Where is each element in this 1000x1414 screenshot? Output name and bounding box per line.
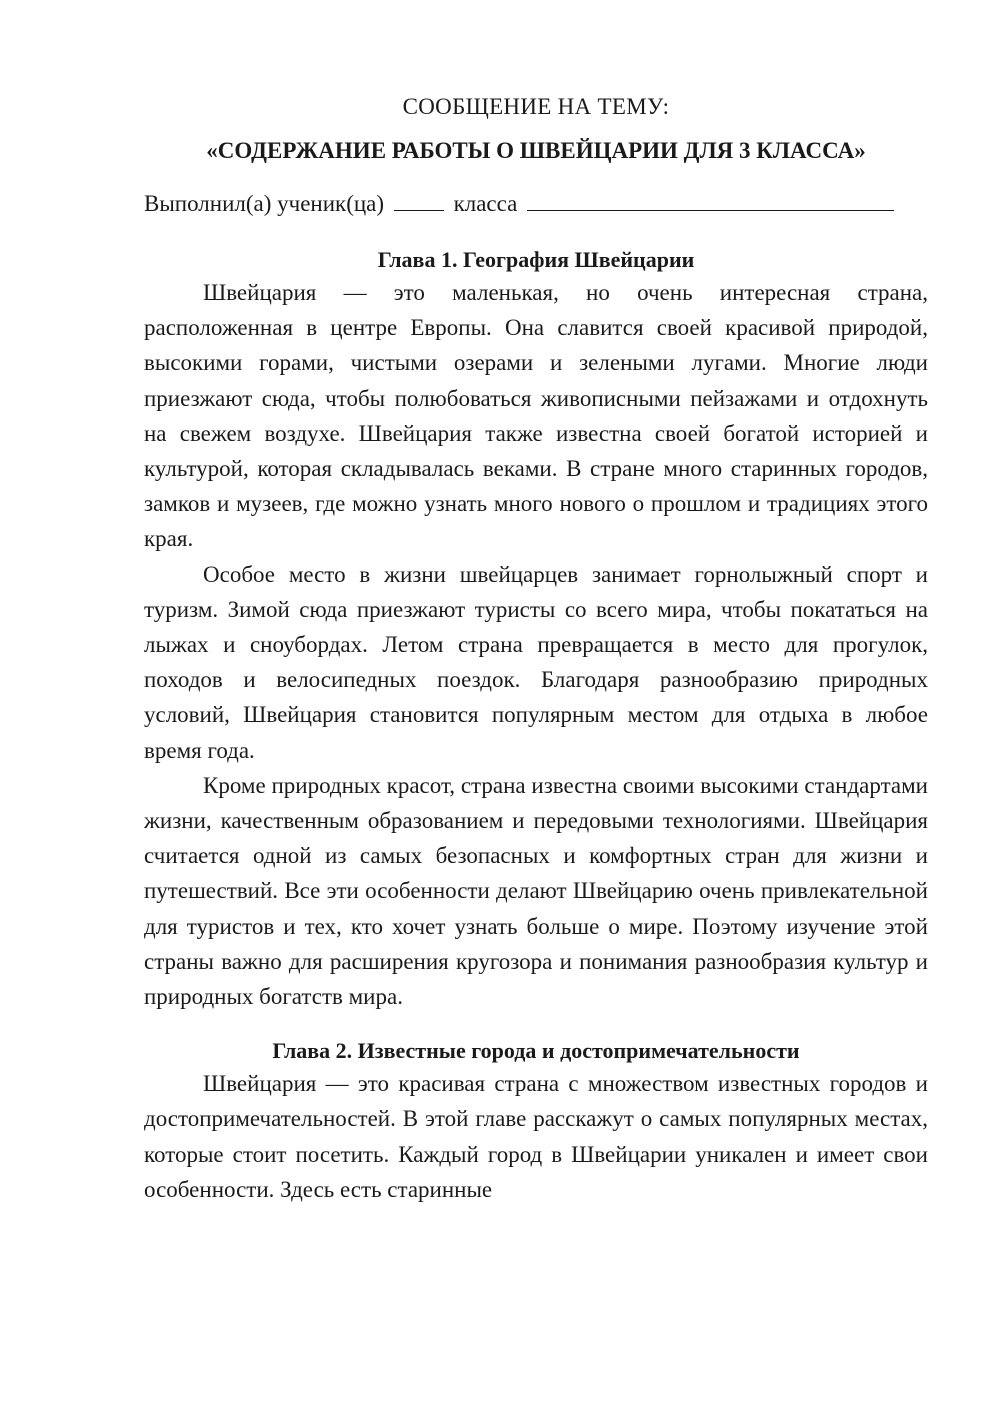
author-class-label: класса (453, 191, 518, 216)
chapter1-heading: Глава 1. География Швейцарии (377, 247, 695, 272)
author-line (144, 188, 928, 219)
chapter1-paragraph: Швейцария — это маленькая, но очень интересная страна, расположенная в центре Европы. Она славится своей красивой природой, высокими горами, чистыми озерами и зелеными лугами. Многие люди приезжают сюда, чтобы полюбоваться живописными пейзажами и отдохнуть на свежем воздухе. Швейцария также известна своей богатой историей и культурой, которая складывалась веками. В стране много старинных городов, замков и музеев, где можно узнать много нового о прошлом и традициях этого края. (144, 280, 928, 552)
document-title-topic: «СОДЕРЖАНИЕ РАБОТЫ О ШВЕЙЦАРИИ ДЛЯ 3 КЛАССА» (206, 138, 866, 163)
chapter1-paragraph: Особое место в жизни швейцарцев занимает горнолыжный спорт и туризм. Зимой сюда приезжают туристы со всего мира, чтобы покататься на лыжах и сноубордах. Летом страна превращается в место для прогулок, походов и велосипедных поездок. Благодаря разнообразию природных условий, Швейцария становится популярным местом для отдыха в любое время года. (144, 561, 928, 763)
author-prefix: Выполнил(а) ученик(ца) (144, 191, 385, 216)
document-page (144, 92, 928, 1207)
chapter2-heading: Глава 2. Известные города и достопримечательности (272, 1038, 800, 1064)
class-number-blank (394, 188, 444, 211)
student-name-blank (527, 188, 894, 211)
chapter2-paragraph: Швейцария — это красивая страна с множеством известных городов и достопримечательностей. В этой главе расскажут о самых популярных местах, которые стоит посетить. Каждый город в Швейцарии уникален и имеет свои особенности. Здесь есть старинные (144, 1071, 928, 1202)
chapter1-paragraph: Кроме природных красот, страна известна своими высокими стандартами жизни, качественным образованием и передовыми технологиями. Швейцария считается одной из самых безопасных и комфортных стран для жизни и путешествий. Все эти особенности делают Швейцарию очень привлекательной для туристов и тех, кто хочет узнать больше о мире. Поэтому изучение этой страны важно для расширения кругозора и понимания разнообразия культур и природных богатств мира. (144, 772, 928, 1010)
document-title-label: СООБЩЕНИЕ НА ТЕМУ: (402, 94, 670, 119)
